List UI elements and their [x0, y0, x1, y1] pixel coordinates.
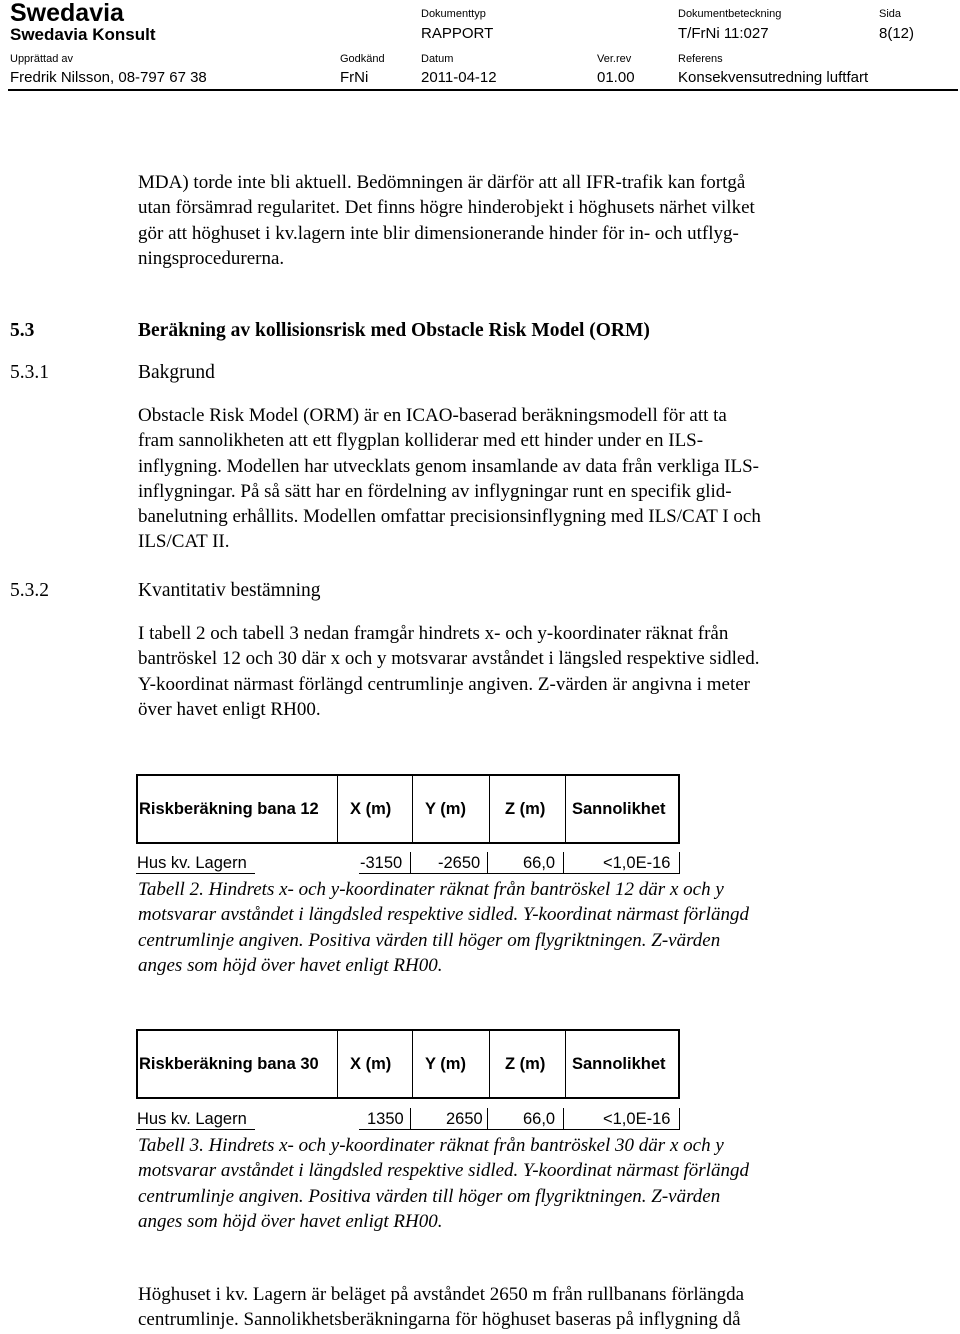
table-row	[136, 1108, 680, 1130]
text-line: över havet enligt RH00.	[138, 698, 321, 720]
caption-line: centrumlinje angiven. Positiva värden till höger om flygriktningen. Z-värden	[138, 929, 721, 951]
text-line: gör att höghuset i kv.lagern inte blir dimensionerande hinder för in- och utflyg-	[138, 222, 739, 244]
table-header-cell: Y (m)	[425, 799, 466, 818]
doc-type-label: Dokumenttyp	[421, 8, 486, 20]
table-cell: 66,0	[523, 854, 556, 872]
text-line: fram sannolikheten att ett flygplan kolliderar med ett hinder under en ILS-	[138, 430, 704, 452]
subsection-number: 5.3.2	[10, 580, 49, 601]
text-line: inflygningar. På så sätt har en fördelning av inflygningar runt en specifik glid-	[138, 480, 732, 502]
date-value: 2011-04-12	[421, 69, 497, 86]
caption-line: centrumlinje angiven. Positiva värden till höger om flygriktningen. Z-värden	[138, 1185, 721, 1207]
quantitative-paragraph	[138, 621, 878, 722]
author-value: Fredrik Nilsson, 08-797 67 38	[10, 69, 207, 86]
doc-id-value: T/FrNi 11:027	[678, 25, 769, 42]
text-line: bantröskel 12 och 30 där x och y motsvarar avståndet i längsled respektive sidled.	[138, 648, 760, 670]
table-header-cell: X (m)	[350, 1054, 392, 1073]
page-label: Sida	[879, 8, 902, 20]
table-header-cell: X (m)	[350, 799, 392, 818]
cell-separator	[487, 1108, 488, 1130]
cell-separator	[410, 1108, 411, 1130]
reference-value: Konsekvensutredning luftfart	[678, 69, 869, 86]
cell-underline	[359, 1129, 680, 1130]
table-cell: 1350	[367, 1110, 404, 1128]
section-title: Beräkning av kollisionsrisk med Obstacle Risk Model (ORM)	[138, 320, 650, 341]
text-line: MDA) torde inte bli aktuell. Bedömningen är därför att all IFR-trafik kan fortgå	[138, 172, 746, 193]
cell-underline	[136, 873, 255, 874]
text-line: I tabell 2 och tabell 3 nedan framgår hindrets x- och y-koordinater räknat från	[138, 623, 729, 644]
text-line: Y-koordinat närmast förlängd centrumlinje angiven. Z-värden är angivna i meter	[138, 673, 750, 695]
cell-separator	[487, 852, 488, 874]
table-cell: -3150	[360, 854, 403, 872]
table-divider	[489, 776, 490, 842]
table-divider	[489, 1031, 490, 1097]
table-cell: Hus kv. Lagern	[137, 1110, 247, 1128]
table-header-cell: Z (m)	[505, 1054, 546, 1073]
date-label: Datum	[421, 53, 454, 65]
page-number: 8(12)	[879, 25, 915, 42]
table-divider	[337, 1031, 338, 1097]
table-cell: <1,0E-16	[603, 854, 671, 872]
table-divider	[412, 776, 413, 842]
doc-id-label: Dokumentbeteckning	[678, 8, 782, 20]
table3-header	[136, 1029, 680, 1099]
cell-separator	[563, 1108, 564, 1130]
table-header-cell: Z (m)	[505, 799, 546, 818]
caption-line: Tabell 2. Hindrets x- och y-koordinater räknat från bantröskel 12 där x och y	[138, 879, 724, 900]
caption-line: motsvarar avståndet i längdsled respektive sidled. Y-koordinat närmast förlängd	[138, 1160, 749, 1182]
subsection-title: Bakgrund	[138, 362, 215, 383]
intro-paragraph	[138, 170, 878, 271]
revision-label: Ver.rev	[597, 53, 632, 65]
caption-line: anges som höjd över havet enligt RH00.	[138, 954, 443, 976]
approved-label: Godkänd	[340, 53, 385, 65]
cell-separator	[410, 852, 411, 874]
cell-separator	[679, 1108, 680, 1130]
author-label: Upprättad av	[10, 53, 73, 65]
text-line: ningsprocedurerna.	[138, 247, 285, 269]
approved-value: FrNi	[340, 69, 369, 86]
section-number: 5.3	[10, 320, 35, 341]
table-cell: -2650	[438, 854, 481, 872]
table-header-cell: Sannolikhet	[572, 1054, 666, 1073]
table-header-cell: Riskberäkning bana 30	[139, 1054, 319, 1073]
table-header-cell: Riskberäkning bana 12	[139, 799, 319, 818]
text-line: Höghuset i kv. Lagern är beläget på avståndet 2650 m från rullbanans förlängda	[138, 1284, 745, 1305]
caption-line: Tabell 3. Hindrets x- och y-koordinater räknat från bantröskel 30 där x och y	[138, 1135, 724, 1156]
text-line: inflygning. Modellen har utvecklats genom insamlande av data från verkliga ILS-	[138, 455, 760, 477]
text-line: centrumlinje. Sannolikhetsberäkningarna för höghuset baseras på inflygning då	[138, 1309, 741, 1331]
table2-header	[136, 774, 680, 844]
brand-name: Swedavia	[10, 0, 124, 27]
reference-label: Referens	[678, 53, 723, 65]
table-divider	[337, 776, 338, 842]
caption-line: motsvarar avståndet i längdsled respektive sidled. Y-koordinat närmast förlängd	[138, 904, 749, 926]
table-cell: 2650	[446, 1110, 483, 1128]
subsection-title: Kvantitativ bestämning	[138, 580, 321, 601]
cell-separator	[679, 852, 680, 874]
doc-type-value: RAPPORT	[421, 25, 494, 42]
table3-caption	[138, 1133, 878, 1234]
text-line: banelutning erhållits. Modellen omfattar precisionsinflygning med ILS/CAT I och	[138, 506, 761, 528]
table-header-cell: Y (m)	[425, 1054, 466, 1073]
text-line: ILS/CAT II.	[138, 531, 230, 553]
table2-caption	[138, 877, 878, 978]
table-row	[136, 852, 680, 874]
table-divider	[412, 1031, 413, 1097]
background-paragraph	[138, 403, 878, 555]
text-line: Obstacle Risk Model (ORM) är en ICAO-baserad beräkningsmodell för att ta	[138, 405, 727, 426]
table-divider	[565, 776, 566, 842]
table-cell: <1,0E-16	[603, 1110, 671, 1128]
revision-value: 01.00	[597, 69, 635, 86]
table-divider	[565, 1031, 566, 1097]
subsection-number: 5.3.1	[10, 362, 49, 383]
cell-underline	[136, 1129, 255, 1130]
table-header-cell: Sannolikhet	[572, 799, 666, 818]
closing-paragraph	[138, 1282, 878, 1333]
text-line: utan försämrad regularitet. Det finns högre hinderobjekt i höghusets närhet vilket	[138, 197, 755, 219]
cell-separator	[563, 852, 564, 874]
brand-subtitle: Swedavia Konsult	[10, 25, 156, 44]
cell-underline	[359, 873, 680, 874]
caption-line: anges som höjd över havet enligt RH00.	[138, 1210, 443, 1232]
table-cell: 66,0	[523, 1110, 556, 1128]
header-divider	[8, 89, 958, 91]
table-cell: Hus kv. Lagern	[137, 854, 247, 872]
